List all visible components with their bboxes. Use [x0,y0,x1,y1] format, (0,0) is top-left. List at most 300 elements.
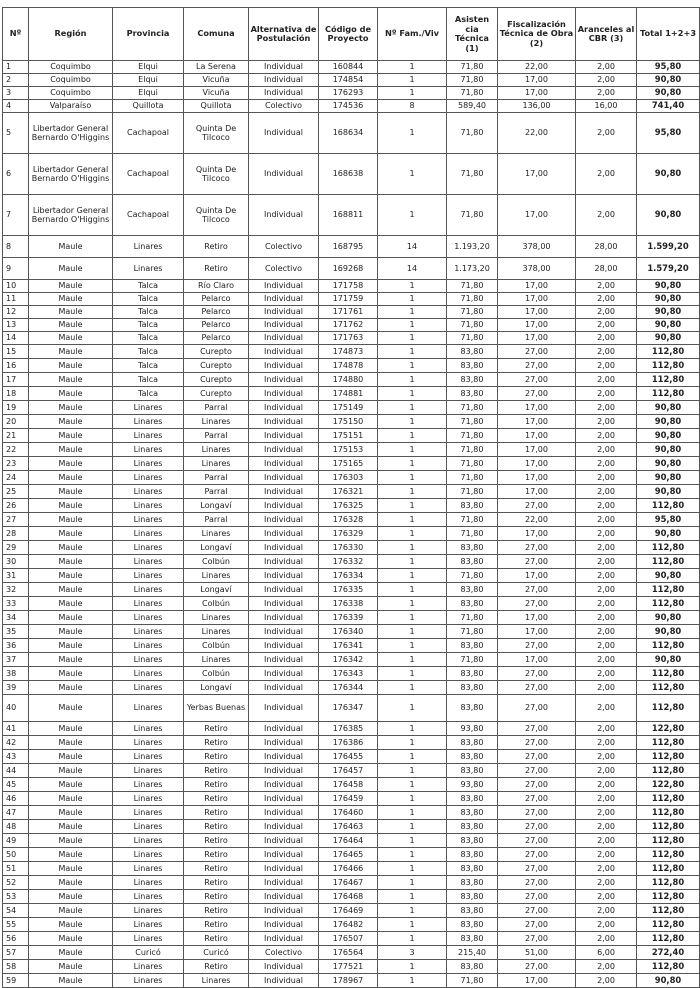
cell-codigo: 176338 [319,597,378,611]
cell-region: Maule [29,306,113,319]
cell-provincia: Linares [113,876,184,890]
cell-number: 35 [3,625,29,639]
cell-region: Maule [29,280,113,293]
cell-provincia: Talca [113,280,184,293]
cell-region: Maule [29,890,113,904]
cell-aranceles: 2,00 [576,87,637,100]
cell-aranceles: 2,00 [576,764,637,778]
cell-total: 90,80 [637,569,700,583]
cell-codigo: 176328 [319,513,378,527]
cell-asistencia: 71,80 [447,974,498,988]
cell-total: 122,80 [637,778,700,792]
cell-provincia: Linares [113,806,184,820]
cell-alternativa: Individual [249,820,319,834]
cell-number: 41 [3,722,29,736]
table-row [3,722,700,736]
cell-total: 112,80 [637,499,700,513]
cell-region: Maule [29,792,113,806]
cell-codigo: 171759 [319,293,378,306]
cell-alternativa: Individual [249,764,319,778]
cell-aranceles: 2,00 [576,74,637,87]
cell-region: Maule [29,387,113,401]
cell-comuna: Linares [184,527,249,541]
cell-codigo: 176321 [319,485,378,499]
table-row [3,100,700,113]
cell-fam-viv: 14 [378,236,447,258]
cell-number: 1 [3,61,29,74]
cell-region: Maule [29,681,113,695]
cell-comuna: Curepto [184,387,249,401]
cell-region: Maule [29,918,113,932]
cell-asistencia: 71,80 [447,113,498,154]
table-row [3,820,700,834]
cell-codigo: 168638 [319,154,378,195]
cell-aranceles: 2,00 [576,918,637,932]
cell-alternativa: Individual [249,932,319,946]
cell-aranceles: 2,00 [576,681,637,695]
cell-provincia: Elqui [113,61,184,74]
cell-codigo: 176340 [319,625,378,639]
cell-alternativa: Individual [249,499,319,513]
cell-comuna: Quinta De Tilcoco [184,195,249,236]
cell-aranceles: 2,00 [576,722,637,736]
cell-fiscalizacion: 27,00 [498,667,576,681]
cell-fiscalizacion: 17,00 [498,415,576,429]
cell-region: Maule [29,513,113,527]
cell-fam-viv: 1 [378,820,447,834]
cell-fam-viv: 1 [378,74,447,87]
cell-comuna: Curepto [184,373,249,387]
cell-comuna: Retiro [184,778,249,792]
cell-fiscalizacion: 17,00 [498,625,576,639]
table-row [3,806,700,820]
cell-aranceles: 2,00 [576,750,637,764]
cell-asistencia: 83,80 [447,932,498,946]
cell-alternativa: Individual [249,527,319,541]
cell-provincia: Talca [113,306,184,319]
cell-fiscalizacion: 27,00 [498,499,576,513]
cell-fam-viv: 1 [378,429,447,443]
cell-fiscalizacion: 17,00 [498,74,576,87]
cell-number: 14 [3,332,29,345]
cell-codigo: 176469 [319,904,378,918]
table-row [3,74,700,87]
cell-alternativa: Individual [249,890,319,904]
cell-codigo: 177521 [319,960,378,974]
cell-total: 112,80 [637,904,700,918]
cell-asistencia: 83,80 [447,862,498,876]
cell-aranceles: 2,00 [576,471,637,485]
cell-provincia: Linares [113,778,184,792]
cell-fiscalizacion: 27,00 [498,932,576,946]
cell-total: 95,80 [637,513,700,527]
cell-comuna: Retiro [184,890,249,904]
cell-total: 741,40 [637,100,700,113]
projects-table [2,7,700,988]
cell-region: Maule [29,429,113,443]
table-row [3,429,700,443]
cell-comuna: Río Claro [184,280,249,293]
cell-fiscalizacion: 27,00 [498,960,576,974]
cell-region: Maule [29,236,113,258]
cell-asistencia: 71,80 [447,485,498,499]
cell-aranceles: 2,00 [576,332,637,345]
cell-alternativa: Individual [249,653,319,667]
cell-alternativa: Individual [249,667,319,681]
cell-number: 32 [3,583,29,597]
cell-fam-viv: 1 [378,373,447,387]
cell-asistencia: 83,80 [447,681,498,695]
cell-fam-viv: 1 [378,695,447,722]
cell-alternativa: Individual [249,569,319,583]
cell-fiscalizacion: 27,00 [498,695,576,722]
cell-number: 52 [3,876,29,890]
cell-aranceles: 2,00 [576,639,637,653]
cell-total: 112,80 [637,806,700,820]
cell-comuna: Retiro [184,918,249,932]
cell-provincia: Linares [113,695,184,722]
header-total: Total 1+2+3 [637,8,700,61]
cell-comuna: Retiro [184,932,249,946]
cell-fiscalizacion: 17,00 [498,569,576,583]
cell-alternativa: Colectivo [249,236,319,258]
cell-total: 90,80 [637,974,700,988]
cell-aranceles: 2,00 [576,695,637,722]
cell-comuna: Retiro [184,806,249,820]
table-row [3,541,700,555]
cell-region: Coquimbo [29,87,113,100]
cell-asistencia: 71,80 [447,471,498,485]
cell-total: 112,80 [637,890,700,904]
header-provincia: Provincia [113,8,184,61]
cell-alternativa: Colectivo [249,946,319,960]
cell-fiscalizacion: 27,00 [498,876,576,890]
cell-comuna: Retiro [184,876,249,890]
cell-number: 24 [3,471,29,485]
cell-provincia: Talca [113,373,184,387]
cell-asistencia: 71,80 [447,443,498,457]
cell-total: 112,80 [637,876,700,890]
cell-asistencia: 83,80 [447,750,498,764]
cell-aranceles: 28,00 [576,236,637,258]
cell-region: Maule [29,471,113,485]
cell-fiscalizacion: 27,00 [498,722,576,736]
table-row [3,319,700,332]
cell-total: 112,80 [637,541,700,555]
cell-provincia: Linares [113,653,184,667]
cell-fam-viv: 1 [378,722,447,736]
table-row [3,513,700,527]
cell-codigo: 175153 [319,443,378,457]
cell-provincia: Linares [113,862,184,876]
cell-region: Maule [29,345,113,359]
cell-provincia: Linares [113,904,184,918]
cell-comuna: Curicó [184,946,249,960]
table-row [3,681,700,695]
table-row [3,471,700,485]
cell-asistencia: 83,80 [447,387,498,401]
cell-provincia: Linares [113,236,184,258]
cell-number: 53 [3,890,29,904]
cell-aranceles: 2,00 [576,597,637,611]
table-row [3,443,700,457]
cell-region: Maule [29,527,113,541]
cell-number: 17 [3,373,29,387]
cell-fiscalizacion: 51,00 [498,946,576,960]
cell-alternativa: Individual [249,778,319,792]
cell-fam-viv: 1 [378,555,447,569]
cell-total: 90,80 [637,625,700,639]
cell-fam-viv: 1 [378,569,447,583]
cell-fiscalizacion: 27,00 [498,373,576,387]
cell-region: Valparaíso [29,100,113,113]
cell-fam-viv: 1 [378,387,447,401]
cell-aranceles: 28,00 [576,258,637,280]
cell-asistencia: 71,80 [447,611,498,625]
cell-codigo: 176507 [319,932,378,946]
cell-aranceles: 2,00 [576,429,637,443]
cell-fam-viv: 1 [378,681,447,695]
cell-number: 58 [3,960,29,974]
cell-number: 38 [3,667,29,681]
cell-asistencia: 83,80 [447,918,498,932]
cell-fam-viv: 1 [378,639,447,653]
cell-aranceles: 2,00 [576,820,637,834]
cell-fam-viv: 1 [378,583,447,597]
cell-comuna: Colbún [184,639,249,653]
cell-alternativa: Individual [249,457,319,471]
cell-provincia: Linares [113,764,184,778]
cell-aranceles: 2,00 [576,960,637,974]
cell-fam-viv: 1 [378,597,447,611]
cell-fam-viv: 14 [378,258,447,280]
cell-fam-viv: 1 [378,848,447,862]
cell-provincia: Linares [113,471,184,485]
cell-aranceles: 2,00 [576,611,637,625]
cell-number: 39 [3,681,29,695]
cell-region: Maule [29,359,113,373]
cell-fiscalizacion: 17,00 [498,457,576,471]
cell-asistencia: 71,80 [447,527,498,541]
cell-comuna: Linares [184,569,249,583]
cell-fiscalizacion: 27,00 [498,387,576,401]
cell-codigo: 174854 [319,74,378,87]
cell-provincia: Cachapoal [113,154,184,195]
cell-fam-viv: 1 [378,778,447,792]
cell-codigo: 176335 [319,583,378,597]
cell-asistencia: 71,80 [447,332,498,345]
cell-asistencia: 83,80 [447,555,498,569]
cell-number: 46 [3,792,29,806]
cell-aranceles: 2,00 [576,862,637,876]
cell-alternativa: Individual [249,611,319,625]
cell-aranceles: 2,00 [576,778,637,792]
cell-comuna: Retiro [184,764,249,778]
cell-codigo: 171763 [319,332,378,345]
cell-total: 90,80 [637,74,700,87]
cell-alternativa: Individual [249,359,319,373]
cell-fiscalizacion: 27,00 [498,764,576,778]
cell-fiscalizacion: 17,00 [498,280,576,293]
cell-codigo: 176339 [319,611,378,625]
cell-region: Maule [29,499,113,513]
cell-alternativa: Individual [249,61,319,74]
cell-fiscalizacion: 17,00 [498,319,576,332]
cell-codigo: 176467 [319,876,378,890]
cell-number: 31 [3,569,29,583]
table-row [3,946,700,960]
cell-alternativa: Individual [249,974,319,988]
cell-fiscalizacion: 27,00 [498,806,576,820]
cell-comuna: Parral [184,471,249,485]
cell-comuna: Retiro [184,862,249,876]
cell-asistencia: 83,80 [447,764,498,778]
cell-codigo: 176341 [319,639,378,653]
cell-comuna: Quinta De Tilcoco [184,154,249,195]
cell-fam-viv: 1 [378,485,447,499]
cell-aranceles: 2,00 [576,834,637,848]
cell-total: 112,80 [637,960,700,974]
cell-comuna: Linares [184,457,249,471]
cell-total: 90,80 [637,443,700,457]
table-row [3,387,700,401]
cell-fam-viv: 1 [378,834,447,848]
cell-fiscalizacion: 27,00 [498,597,576,611]
cell-provincia: Linares [113,541,184,555]
cell-region: Maule [29,373,113,387]
cell-fam-viv: 1 [378,918,447,932]
cell-alternativa: Individual [249,904,319,918]
cell-region: Libertador General Bernardo O'Higgins [29,113,113,154]
cell-region: Maule [29,485,113,499]
cell-region: Maule [29,834,113,848]
cell-provincia: Linares [113,258,184,280]
cell-fiscalizacion: 27,00 [498,555,576,569]
cell-number: 27 [3,513,29,527]
cell-number: 21 [3,429,29,443]
cell-provincia: Cachapoal [113,195,184,236]
cell-total: 90,80 [637,195,700,236]
cell-alternativa: Colectivo [249,100,319,113]
cell-alternativa: Individual [249,960,319,974]
cell-provincia: Linares [113,667,184,681]
cell-total: 112,80 [637,918,700,932]
cell-fiscalizacion: 27,00 [498,583,576,597]
cell-comuna: Pelarco [184,332,249,345]
cell-comuna: Yerbas Buenas [184,695,249,722]
cell-codigo: 176334 [319,569,378,583]
cell-comuna: Longaví [184,499,249,513]
cell-codigo: 169268 [319,258,378,280]
cell-asistencia: 71,80 [447,87,498,100]
cell-region: Maule [29,653,113,667]
cell-asistencia: 83,80 [447,876,498,890]
cell-provincia: Linares [113,415,184,429]
table-row [3,306,700,319]
cell-fiscalizacion: 378,00 [498,258,576,280]
cell-region: Maule [29,667,113,681]
cell-fiscalizacion: 17,00 [498,154,576,195]
cell-provincia: Linares [113,555,184,569]
cell-asistencia: 83,80 [447,820,498,834]
cell-region: Maule [29,541,113,555]
table-row [3,764,700,778]
cell-codigo: 176468 [319,890,378,904]
table-row [3,154,700,195]
cell-comuna: Linares [184,653,249,667]
cell-fam-viv: 1 [378,61,447,74]
table-row [3,332,700,345]
cell-number: 49 [3,834,29,848]
cell-alternativa: Individual [249,750,319,764]
cell-number: 9 [3,258,29,280]
cell-comuna: Retiro [184,792,249,806]
cell-number: 45 [3,778,29,792]
cell-provincia: Talca [113,319,184,332]
cell-comuna: Pelarco [184,293,249,306]
cell-number: 40 [3,695,29,722]
cell-aranceles: 2,00 [576,306,637,319]
cell-asistencia: 71,80 [447,513,498,527]
cell-total: 112,80 [637,597,700,611]
cell-number: 20 [3,415,29,429]
cell-aranceles: 2,00 [576,583,637,597]
cell-region: Maule [29,569,113,583]
cell-region: Maule [29,457,113,471]
cell-codigo: 176482 [319,918,378,932]
cell-number: 43 [3,750,29,764]
cell-codigo: 175165 [319,457,378,471]
cell-aranceles: 2,00 [576,876,637,890]
cell-asistencia: 71,80 [447,280,498,293]
cell-number: 51 [3,862,29,876]
cell-alternativa: Individual [249,918,319,932]
cell-codigo: 176459 [319,792,378,806]
table-row [3,415,700,429]
cell-alternativa: Individual [249,415,319,429]
cell-region: Maule [29,750,113,764]
cell-fiscalizacion: 17,00 [498,443,576,457]
cell-fam-viv: 1 [378,806,447,820]
cell-alternativa: Individual [249,154,319,195]
cell-number: 54 [3,904,29,918]
cell-region: Coquimbo [29,74,113,87]
cell-fiscalizacion: 27,00 [498,345,576,359]
cell-number: 16 [3,359,29,373]
cell-provincia: Linares [113,736,184,750]
cell-number: 23 [3,457,29,471]
cell-region: Libertador General Bernardo O'Higgins [29,195,113,236]
cell-aranceles: 2,00 [576,319,637,332]
cell-codigo: 171758 [319,280,378,293]
cell-alternativa: Individual [249,848,319,862]
cell-aranceles: 2,00 [576,154,637,195]
cell-region: Maule [29,932,113,946]
cell-total: 90,80 [637,457,700,471]
cell-provincia: Linares [113,834,184,848]
cell-provincia: Talca [113,345,184,359]
cell-fiscalizacion: 27,00 [498,848,576,862]
cell-region: Maule [29,764,113,778]
cell-aranceles: 2,00 [576,113,637,154]
cell-comuna: Longaví [184,541,249,555]
cell-comuna: Pelarco [184,306,249,319]
cell-region: Maule [29,820,113,834]
cell-region: Maule [29,625,113,639]
cell-fam-viv: 3 [378,946,447,960]
cell-fiscalizacion: 27,00 [498,890,576,904]
cell-region: Maule [29,401,113,415]
